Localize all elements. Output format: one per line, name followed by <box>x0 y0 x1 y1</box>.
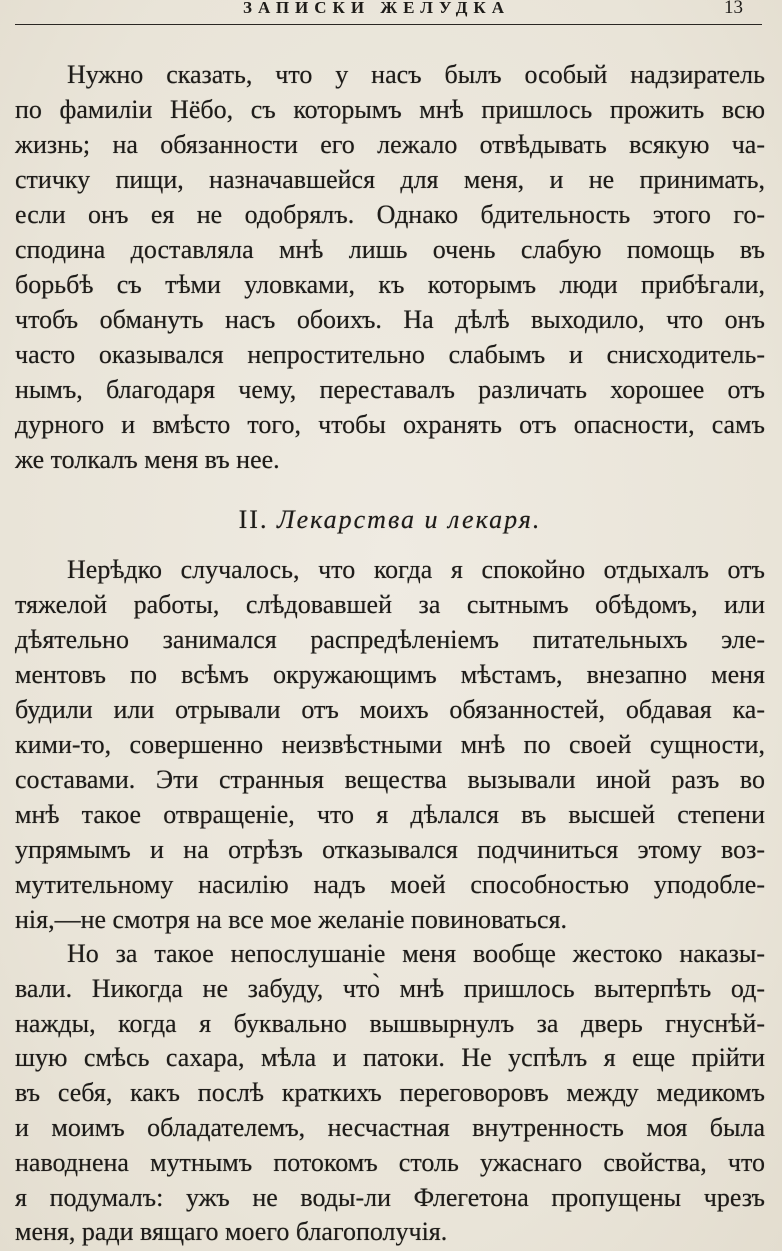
text-line: же толкалъ меня въ нее. <box>15 445 280 474</box>
text-line: часто оказывался непростительно слабымъ и снисходитель- <box>15 340 765 369</box>
text-line: наводнена мутнымъ потокомъ столь ужаснаго свойства, что <box>15 1147 765 1177</box>
header-rule <box>15 24 762 25</box>
text-line: мнѣ такое отвращеніе, что я дѣлался въ высшей степени <box>15 800 765 829</box>
text-line: тяжелой работы, слѣдовавшей за сытнымъ обѣдомъ, или <box>15 590 765 619</box>
text-line: Нужно сказать, что у насъ былъ особый надзиратель <box>67 60 765 89</box>
text-line: чтобъ обмануть насъ обоихъ. На дѣлѣ выходило, что онъ <box>15 305 765 334</box>
text-line: кими-то, совершенно неизвѣстными мнѣ по своей сущности, <box>15 730 765 759</box>
text-line: дурного и вмѣсто того, чтобы охранять отъ опасности, самъ <box>15 410 765 439</box>
text-line: я подумалъ: ужъ не воды-ли Флегетона пропущены чрезъ <box>15 1182 765 1212</box>
paragraph <box>15 937 765 1250</box>
section-heading <box>15 502 765 537</box>
running-header <box>0 0 782 20</box>
text-line: вали. Никогда не забуду, что̀ мнѣ пришлось вытерпѣть од- <box>15 973 765 1003</box>
paragraph <box>15 552 765 937</box>
text-line: по фамиліи Нёбо, съ которымъ мнѣ пришлось прожить всю <box>15 95 765 124</box>
text-line: дѣятельно занимался распредѣленіемъ питательныхъ эле- <box>15 625 765 654</box>
text-line: и моимъ обладателемъ, несчастная внутренность моя была <box>15 1112 765 1142</box>
running-title: ЗАПИСКИ ЖЕЛУДКА <box>243 0 510 17</box>
section-number: II. <box>238 505 269 534</box>
text-line: сподина доставляла мнѣ лишь очень слабую помощь въ <box>15 235 765 264</box>
text-line: если онъ ея не одобрялъ. Однако бдительность этого го- <box>15 200 765 229</box>
text-line: стичку пищи, назначавшейся для меня, и не принимать, <box>15 165 765 194</box>
paragraph <box>15 57 765 477</box>
text-line: жизнь; на обязанности его лежало отвѣдывать всякую ча- <box>15 130 765 159</box>
text-line: въ себя, какъ послѣ краткихъ переговоровъ между медикомъ <box>15 1078 765 1108</box>
text-line: будили или отрывали отъ моихъ обязанностей, обдавая ка- <box>15 695 765 724</box>
text-line: нія,—не смотря на все мое желаніе повиноваться. <box>15 905 568 934</box>
page-number: 13 <box>724 0 743 18</box>
text-line: нымъ, благодаря чему, переставалъ различать хорошее отъ <box>15 375 765 404</box>
text-line: упрямымъ и на отрѣзъ отказывался подчиниться этому воз- <box>15 835 765 864</box>
text-line: шую смѣсь сахара, мѣла и патоки. Не успѣлъ я еще прійти <box>15 1043 765 1073</box>
text-line: составами. Эти странныя вещества вызывали иной разъ во <box>15 765 765 794</box>
text-line: ментовъ по всѣмъ окружающимъ мѣстамъ, внезапно меня <box>15 660 765 689</box>
text-line: мутительному насилію надъ моей способностью уподобле- <box>15 870 765 899</box>
text-line: Нерѣдко случалось, что когда я спокойно отдыхалъ отъ <box>67 555 765 584</box>
text-line: нажды, когда я буквально вышвырнулъ за дверь гнуснѣй- <box>15 1008 765 1038</box>
text-line: борьбѣ съ тѣми уловками, къ которымъ люди прибѣгали, <box>15 270 765 299</box>
section-title: Лекарства и лекаря. <box>276 505 542 534</box>
text-line: меня, ради вящаго моего благополучія. <box>15 1217 448 1247</box>
text-line: Но за такое непослушаніе меня вообще жестоко наказы- <box>67 939 765 968</box>
